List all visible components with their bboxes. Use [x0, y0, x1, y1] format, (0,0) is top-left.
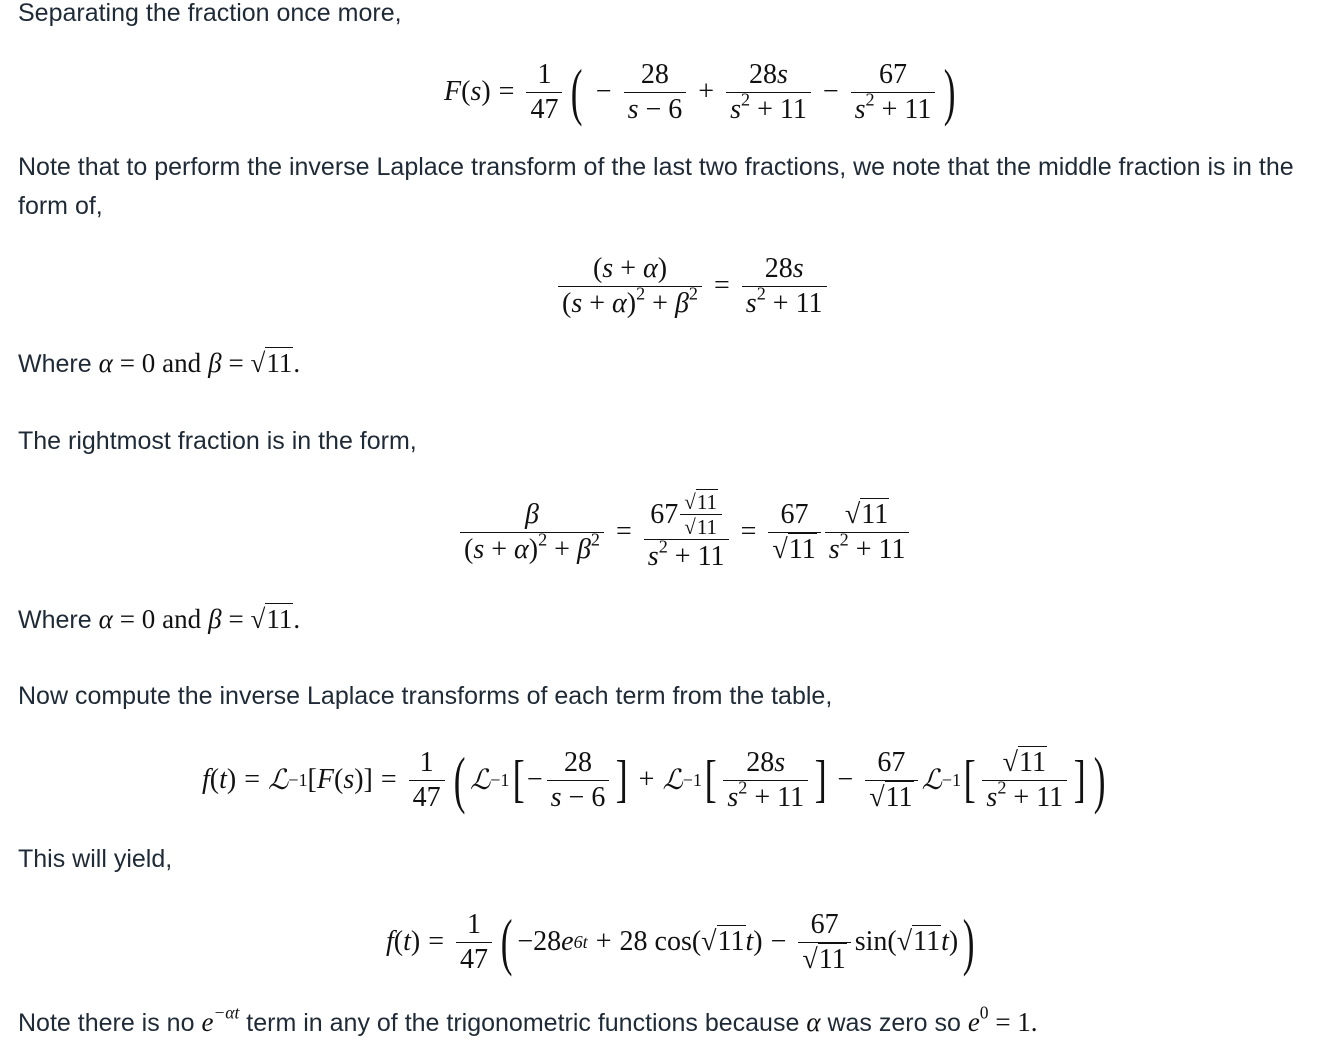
yield-text: This will yield,: [18, 845, 173, 873]
fraction-beta-form: $\frac{\beta}{(s + \alpha)^2 + \beta^2}$: [460, 498, 604, 567]
fraction-28s-form: $\frac{28s}{s^2 + 11}$: [742, 252, 827, 321]
fraction-1-47: $\frac{1}{47}$: [526, 58, 562, 127]
fraction-28s-over-s2-11: $\frac{28s}{s^2 + 11}$: [726, 58, 811, 127]
intro-text: Separating the fraction once more,: [18, 0, 402, 27]
fraction-67-sqrt-form: 67 $\frac{√11}{√11}$ $s^2 + 11$: [644, 490, 729, 574]
fraction-67-over-sqrt11: $\frac{67}{√11}$: [768, 498, 820, 567]
rightmost-text: The rightmost fraction is in the form,: [18, 427, 417, 455]
fraction-alpha-form: $\frac{(s + \alpha)}{(s + \alpha)^2 + \beta^2}$: [558, 252, 702, 321]
fraction-28-over-s-6: $\frac{28}{s - 6}$: [624, 58, 687, 127]
note-text-2: form of,: [18, 192, 103, 220]
where-text-2: Where α = 0 and β = √11.: [18, 604, 301, 634]
final-note-text: Note there is no $e^{-\alpha t}$ term in any of the trigonometric functions because α was zero so $e^0 = 1$.: [18, 1002, 1038, 1037]
note-text-1: Note that to perform the inverse Laplace transform of the last two fractions, we note that the middle fraction is in the: [18, 153, 1294, 181]
equation-rightmost-form: $\frac{\beta}{(s + \alpha)^2 + \beta^2}$ = 67 $\frac{√11}{√11}$ $s^2 + 11$ = $\frac{67}{√11}$ $\frac{√11}{s^2 + 11}$: [456, 484, 913, 580]
equation-inverse-laplace: f ( t ) = ℒ −1 [ F ( s )] = $\frac{1}{47}$ ( ℒ −1 [ − $\frac{28}{s - 6}$ ] + ℒ −1 [ $\frac{28s}{s^2 + 11}$ ] − $\frac{67}{√11}$ ℒ −1 [ $\frac{√11}{s^2 + 11}$ ] ): [202, 744, 1106, 815]
fraction-67-over-s2-11: $\frac{67}{s^2 + 11}$: [851, 58, 936, 127]
equation-middle-form: $\frac{(s + \alpha)}{(s + \alpha)^2 + \beta^2}$ = $\frac{28s}{s^2 + 11}$: [554, 248, 831, 324]
where-text-1: Where α = 0 and β = √11.: [18, 348, 301, 378]
equation-final-result: f ( t ) = $\frac{1}{47}$ ( −28 e 6t + 28 cos(√ 11 t ) − $\frac{67}{√11}$ sin(√ 11 t ) ): [386, 906, 975, 977]
fraction-sqrt11-over-s2-11: $\frac{√11}{s^2 + 11}$: [825, 498, 910, 567]
F-symbol: F: [444, 76, 462, 107]
equation-partial-fractions: F ( s ) = $\frac{1}{47}$ ( − $\frac{28}{s - 6}$ + $\frac{28s}{s^2 + 11}$ − $\frac{67}{s^2 + 11}$ ): [444, 56, 956, 127]
compute-text: Now compute the inverse Laplace transforms of each term from the table,: [18, 682, 833, 710]
